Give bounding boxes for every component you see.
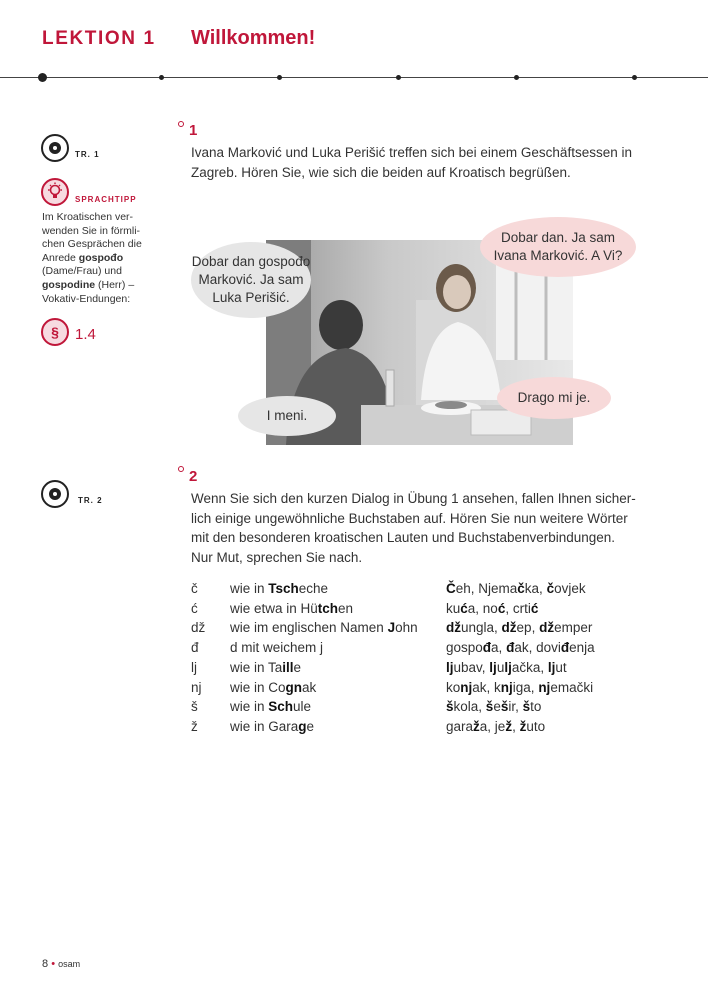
table-row <box>0 601 708 621</box>
letter-cell: dž <box>191 620 206 636</box>
exercise-marker-icon <box>178 466 184 472</box>
letter-cell: ž <box>191 718 198 734</box>
timeline-dot <box>396 75 401 80</box>
pronunciation-hint-cell: wie in Tscheche <box>230 581 329 596</box>
grammar-reference[interactable]: 1.4 <box>75 326 96 343</box>
letter-cell: đ <box>191 640 199 656</box>
letter-cell: š <box>191 699 198 715</box>
table-row <box>0 680 708 700</box>
table-row <box>0 660 708 680</box>
exercise-marker-icon <box>178 121 184 127</box>
table-row <box>0 699 708 719</box>
audio-cd-icon[interactable] <box>41 480 69 508</box>
pronunciation-hint-cell: d mit weichem j <box>230 640 324 656</box>
example-words-cell: konjak, knjiga, njemački <box>446 679 594 695</box>
pronunciation-hint-cell: wie im englischen Namen John <box>230 620 418 636</box>
grammar-paragraph-icon[interactable]: § <box>41 318 69 346</box>
exercise-number-1: 1 <box>189 122 198 139</box>
table-row <box>0 640 708 660</box>
example-words-cell: ljubav, ljuljačka, ljut <box>446 659 567 675</box>
letter-cell: č <box>191 581 198 596</box>
timeline-dot <box>159 75 164 80</box>
letter-cell: ć <box>191 600 198 616</box>
track-label-1: TR. 1 <box>75 150 100 159</box>
lightbulb-icon <box>41 178 69 206</box>
example-words-cell: gospođa, đak, doviđenja <box>446 640 595 656</box>
timeline-dot-active <box>38 73 47 82</box>
timeline-dot <box>514 75 519 80</box>
speech-bubble-luka: Dobar dan gospođo Marković. Ja sam Luka Perišić. <box>191 242 311 318</box>
example-words-cell: Čeh, Njemačka, čovjek <box>446 581 586 596</box>
exercise-number-2: 2 <box>189 468 198 485</box>
pronunciation-hint-cell: wie in Schule <box>230 699 312 715</box>
table-row <box>0 620 708 640</box>
letter-cell: lj <box>191 659 197 675</box>
pronunciation-hint-cell: wie etwa in Hütchen <box>230 600 354 616</box>
lesson-label: LEKTION 1 <box>42 28 156 49</box>
pronunciation-hint-cell: wie in Taille <box>230 659 302 675</box>
speech-bubble-ivana: Dobar dan. Ja sam Ivana Marković. A Vi? <box>480 217 636 277</box>
table-row <box>0 719 708 739</box>
exercise-1-instructions: Ivana Marković und Luka Perišić treffen sich bei einem Geschäftsessen in Zagreb. Hören Sie, wie sich die beiden auf Kroatisch begrüßen. <box>191 145 632 180</box>
pronunciation-hint-cell: wie in Cognak <box>230 679 317 695</box>
sprachtipp-label: SPRACHTIPP <box>75 195 137 204</box>
speech-bubble-i-meni: I meni. <box>238 396 336 436</box>
timeline-dot <box>277 75 282 80</box>
sprachtipp-text: Im Kroatischen ver- wenden Sie in förmli- chen Gesprächen die Anrede gospođo (Dame/Frau) und gospodine (Herr) – Vokativ-Endungen: <box>42 211 142 305</box>
pronunciation-hint-cell: wie in Garage <box>230 718 315 734</box>
track-label-2: TR. 2 <box>78 496 103 505</box>
letter-cell: nj <box>191 679 202 695</box>
page-footer <box>42 958 80 970</box>
example-words-cell: škola, šešir, što <box>446 699 542 715</box>
page-number-word: osam <box>58 959 81 969</box>
example-words-cell: garaža, jež, žuto <box>446 718 546 734</box>
audio-cd-icon[interactable] <box>41 134 69 162</box>
footer-dot-icon: • <box>51 958 56 970</box>
exercise-2-instructions: Wenn Sie sich den kurzen Dialog in Übung 1 ansehen, fallen Ihnen sicher- lich einige ungewöhnliche Buchstaben auf. Hören Sie nun weitere Wörter mit den besonderen kroatischen Lauten und Buchstabenverbindungen. Nur Mut, sprechen Sie nach. <box>191 491 636 565</box>
header-rule <box>0 77 708 78</box>
timeline-dot <box>632 75 637 80</box>
example-words-cell: džungla, džep, džemper <box>446 620 593 636</box>
table-row <box>0 581 708 601</box>
speech-bubble-drago: Drago mi je. <box>497 377 611 419</box>
page-number: 8 <box>42 958 49 970</box>
example-words-cell: kuća, noć, crtić <box>446 600 539 616</box>
page-title: Willkommen! <box>191 27 316 49</box>
